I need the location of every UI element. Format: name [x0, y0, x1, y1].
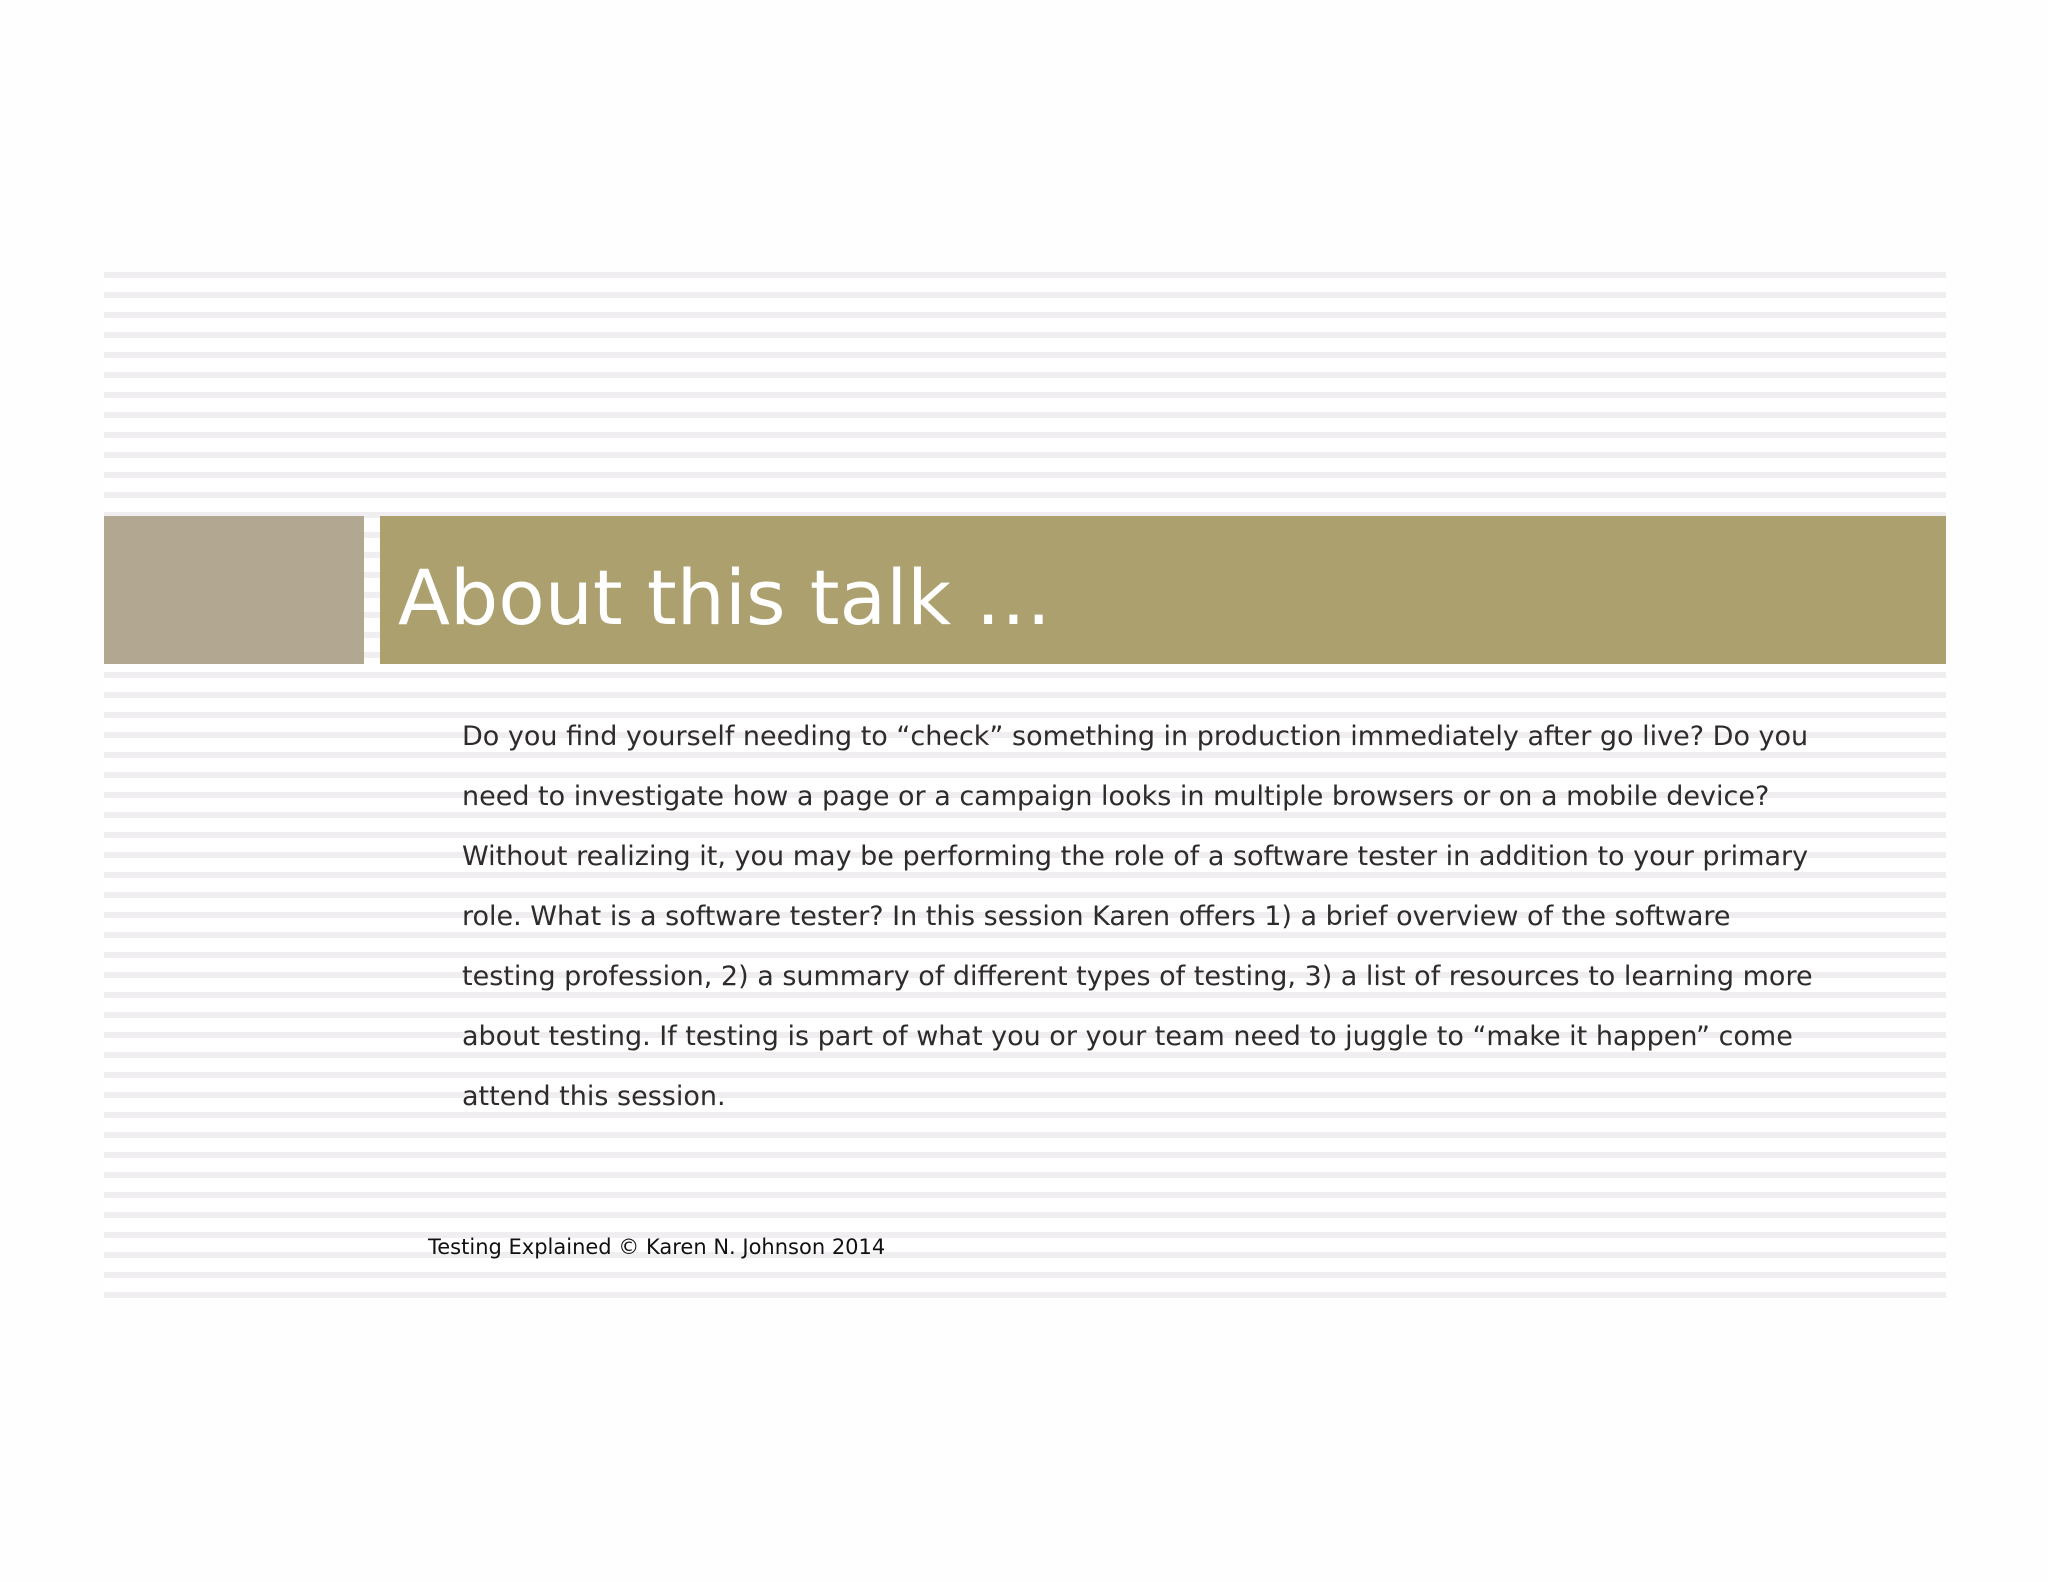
- slide-title: About this talk …: [398, 553, 1052, 642]
- slide-footer: Testing Explained © Karen N. Johnson 2014: [428, 1235, 886, 1259]
- title-accent-block: [104, 516, 364, 664]
- slide-body-text: Do you find yourself needing to “check” something in production immediately after go live? Do you need to investigate how a page or a campaign looks in multiple browsers or on a mobile device? Without realizing it, you may be performing the role of a software tester in addition to your primary role. What is a software tester? In this session Karen offers 1) a brief overview of the software testing profession, 2) a summary of different types of testing, 3) a list of resources to learning more about testing. If testing is part of what you or your team need to juggle to “make it happen” come attend this session.: [462, 721, 1813, 1112]
